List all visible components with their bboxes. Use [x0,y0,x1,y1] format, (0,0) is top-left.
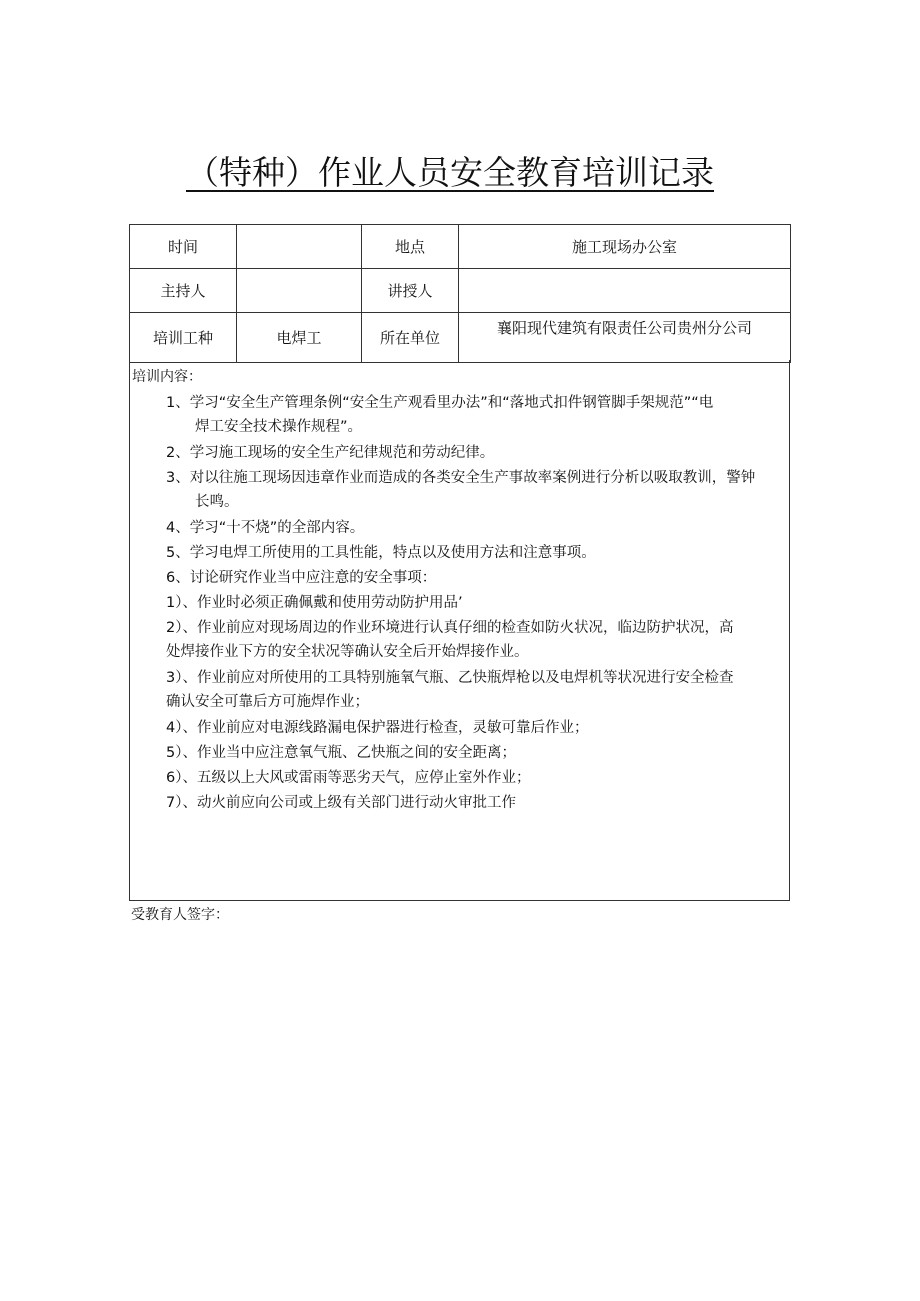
content-line: 4）、作业前应对电源线路漏电保护器进行检查，灵敏可靠后作业； [166,720,589,736]
place-label: 地点 [362,225,459,269]
content-line: 1、学习“安全生产管理条例“安全生产观看里办法”和“落地式扣件钢管脚手架规范”“电 [166,395,714,411]
place-value: 施工现场办公室 [459,225,791,269]
content-label: 培训内容： [132,369,202,385]
time-value [237,225,362,269]
content-line: 6、讨论研究作业当中应注意的安全事项： [166,570,437,586]
table-row [130,313,791,363]
page-title: （特种）作业人员安全教育培训记录 [186,153,714,192]
table-row [130,225,791,269]
table-row [130,269,791,313]
content-line: 2、学习施工现场的安全生产纪律规范和劳动纪律。 [166,445,495,461]
lecturer-label: 讲授人 [362,269,459,313]
content-line: 4、学习“十不烧”的全部内容。 [166,520,365,536]
trade-label: 培训工种 [130,313,237,363]
info-table [129,224,791,363]
trade-value: 电焊工 [237,313,362,363]
content-line: 6）、五级以上大风或雷雨等恶劣天气，应停止室外作业； [166,770,531,786]
content-line: 5、学习电焊工所使用的工具性能，特点以及使用方法和注意事项。 [166,545,596,561]
content-line: 7）、动火前应向公司或上级有关部门进行动火审批工作 [166,795,516,811]
content-line: 处焊接作业下方的安全状况等确认安全后开始焊接作业。 [166,644,529,660]
content-line: 焊工安全技术操作规程”。 [195,419,363,435]
training-content-box [129,360,790,901]
content-line: 长鸣。 [195,494,239,510]
content-line: 3）、作业前应对所使用的工具特别施氧气瓶、乙快瓶焊枪以及电焊机等状况进行安全检查 [166,670,734,686]
time-label: 时间 [130,225,237,269]
content-line: 5）、作业当中应注意氧气瓶、乙快瓶之间的安全距离； [166,745,516,761]
content-line: 2）、作业前应对现场周边的作业环境进行认真仔细的检查如防火状况，临边防护状况，高 [166,620,734,636]
content-line: 1）、作业时必须正确佩戴和使用劳动防护用品’ [166,595,463,611]
unit-value: 襄阳现代建筑有限责任公司贵州分公司 [459,313,791,363]
lecturer-value [459,269,791,313]
host-label: 主持人 [130,269,237,313]
content-line: 确认安全可靠后方可施焊作业； [166,694,369,710]
unit-label: 所在单位 [362,313,459,363]
signature-label: 受教育人签字： [131,907,229,923]
host-value [237,269,362,313]
content-line: 3、对以往施工现场因违章作业而造成的各类安全生产事故率案例进行分析以吸取教训，警钟 [166,470,756,486]
